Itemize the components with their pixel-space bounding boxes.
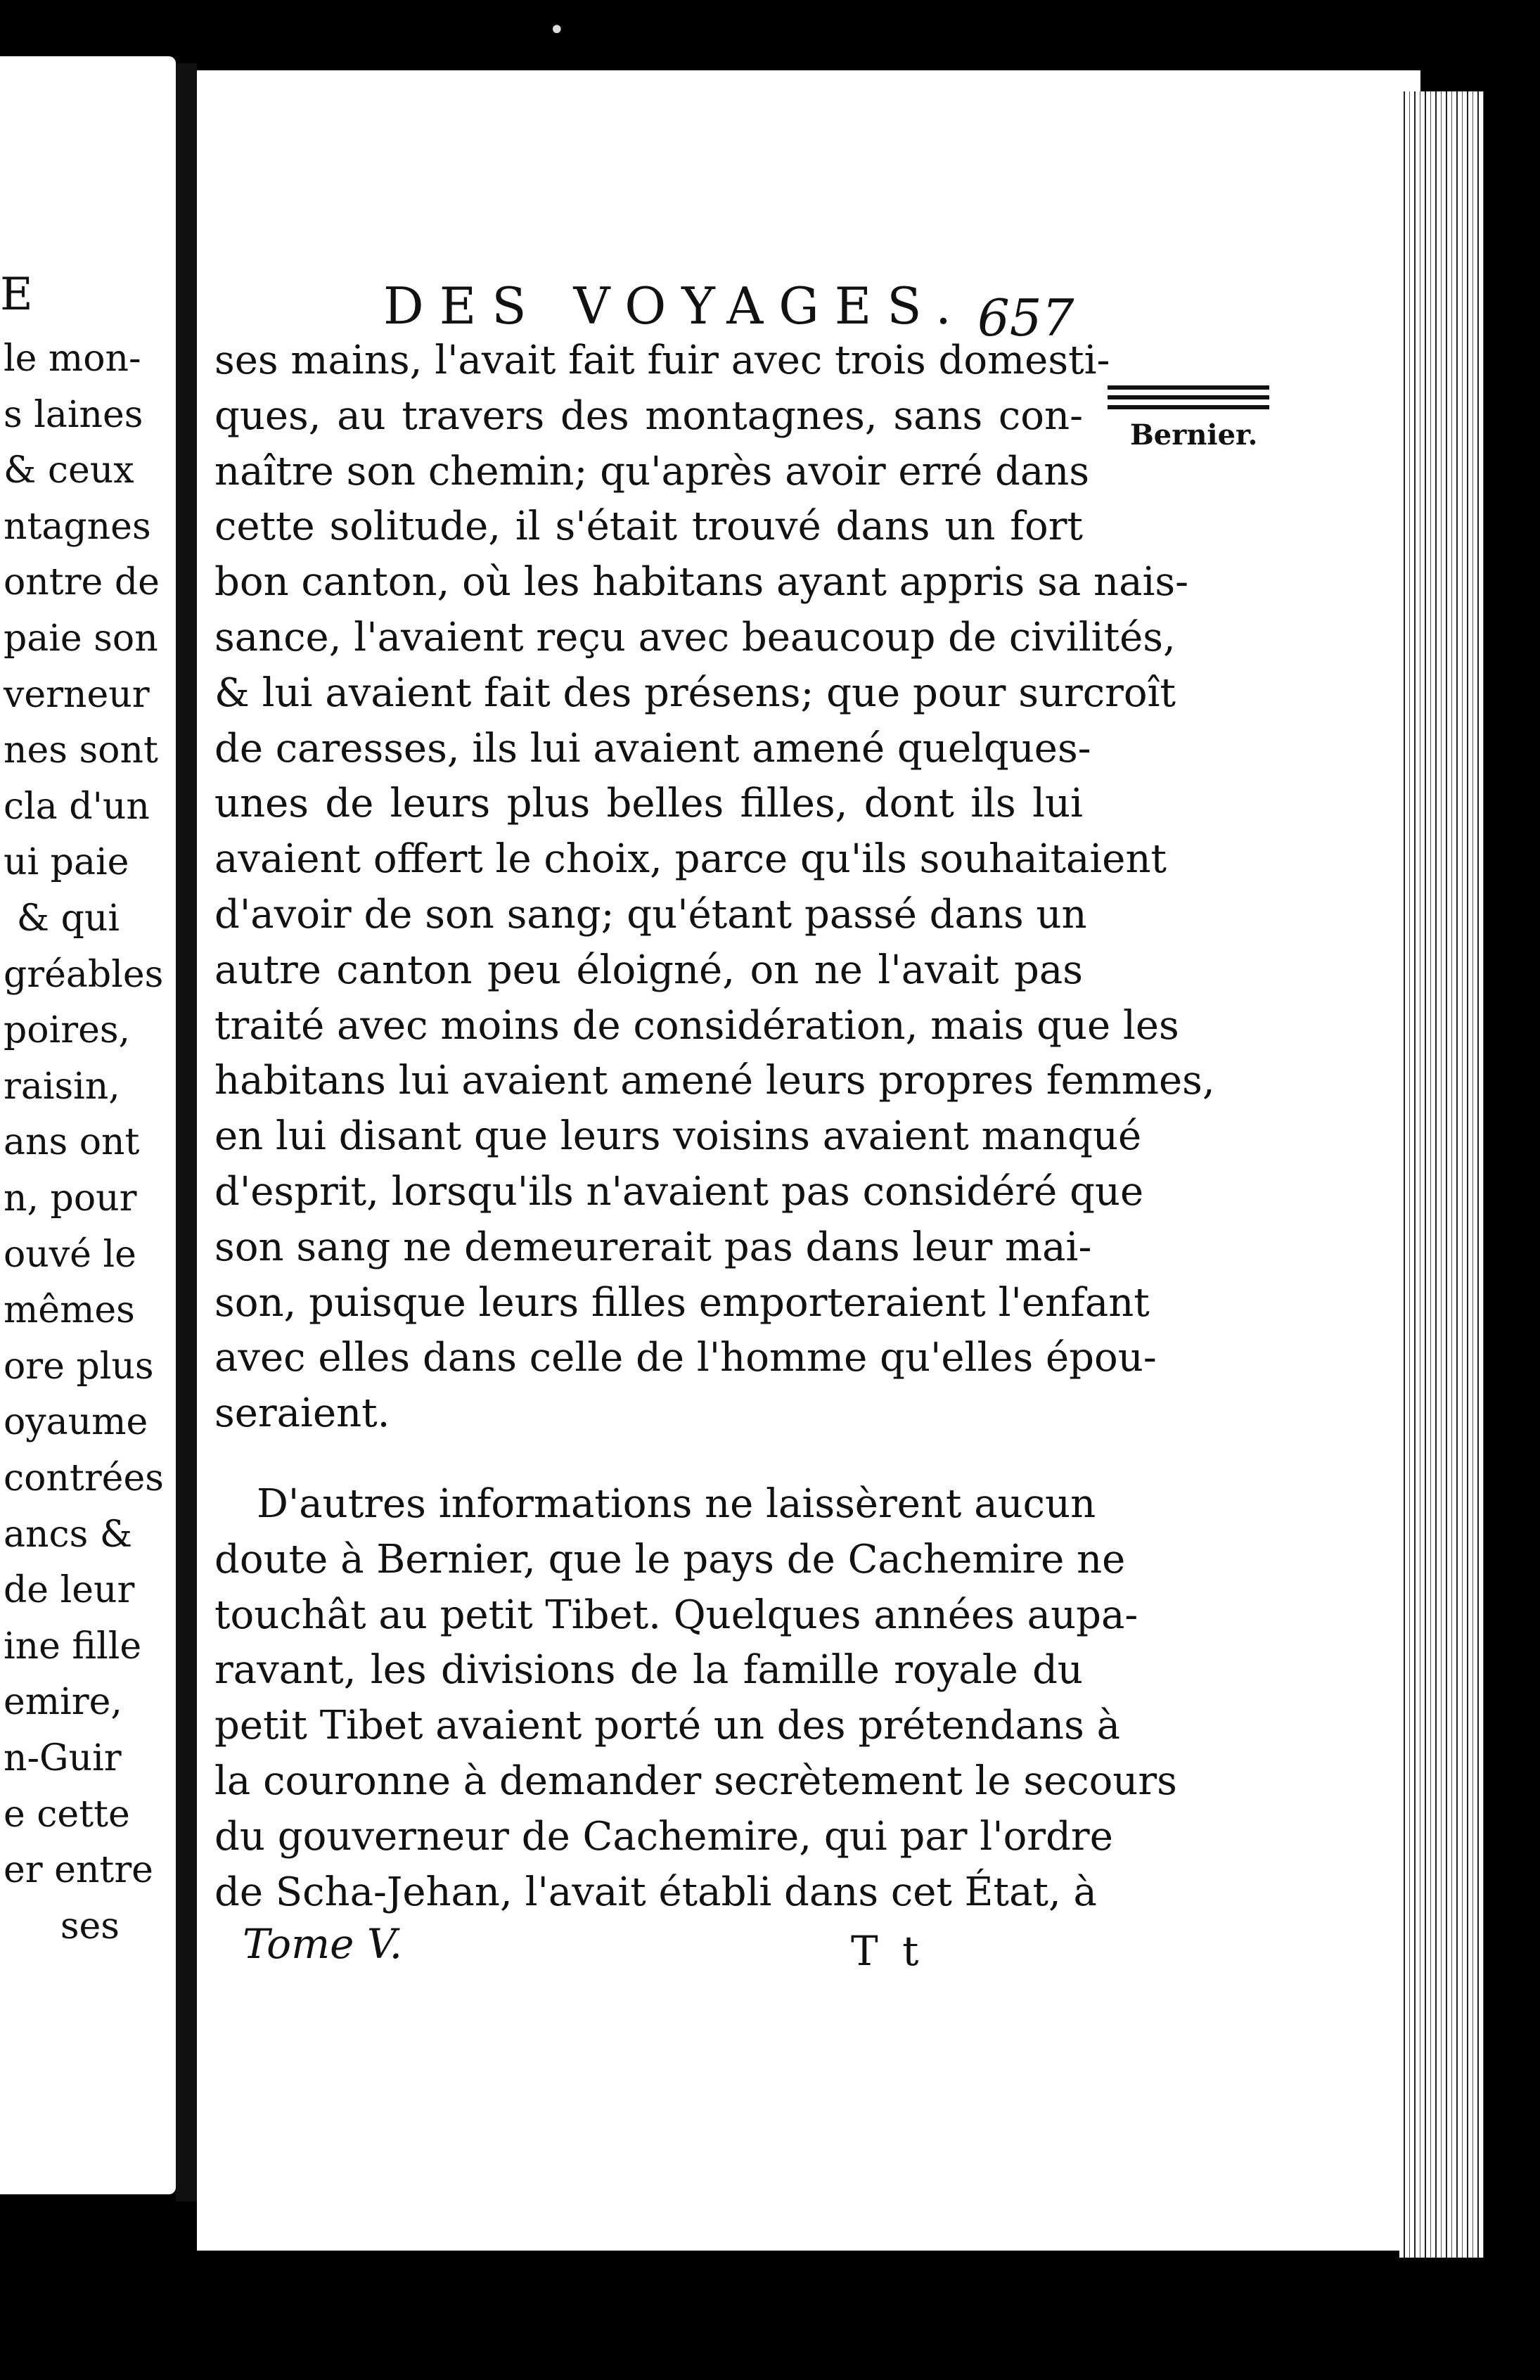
left-page-line: verneur [4, 673, 150, 716]
left-page-line: ans ont [4, 1121, 140, 1164]
body-line: petit Tibet avaient porté un des prétendans à [214, 1703, 1121, 1749]
body-line: avaient offert le choix, parce qu'ils souhaitaient [214, 836, 1167, 883]
body-line: d'esprit, lorsqu'ils n'avaient pas considéré que [214, 1169, 1144, 1215]
body-line: du gouverneur de Cachemire, qui par l'ordre [214, 1813, 1113, 1860]
book-gutter [176, 63, 197, 2201]
body-line: ses mains, l'avait fait fuir avec trois domesti- [214, 338, 1110, 383]
left-page-line: gréables [4, 953, 164, 996]
body-line: seraient. [214, 1390, 390, 1437]
body-line: en lui disant que leurs voisins avaient manqué [214, 1113, 1142, 1160]
left-page-line: ontre de [4, 561, 160, 604]
marginal-rule [1108, 395, 1269, 399]
body-line: la couronne à demander secrètement le secours [214, 1758, 1177, 1804]
body-line: & lui avaient fait des présens; que pour surcroît [214, 670, 1176, 716]
body-line: d'avoir de son sang; qu'étant passé dans un [214, 892, 1087, 938]
left-page-line: le mon- [4, 338, 141, 380]
body-line: doute à Bernier, que le pays de Cachemire ne [214, 1536, 1126, 1582]
body-line: son, puisque leurs filles emporteraient l'enfant [214, 1279, 1150, 1326]
left-page-line: & qui [16, 897, 120, 940]
body-line: cette solitude, il s'était trouvé dans un fort [214, 504, 1083, 550]
left-page-top-glyph: E [0, 269, 33, 321]
left-page-line: n, pour [4, 1177, 137, 1220]
left-page-line: ore plus [4, 1345, 154, 1388]
left-page-line: paie son [4, 618, 158, 660]
left-page-line: n-Guir [4, 1737, 122, 1779]
left-page-line: nes sont [4, 729, 158, 772]
signature-mark: T t [851, 1927, 925, 1975]
body-line: traité avec moins de considération, mais que les [214, 1002, 1179, 1049]
marginal-rule [1108, 385, 1269, 390]
page-number: 657 [977, 288, 1074, 347]
marginal-rule [1108, 405, 1269, 409]
body-line: son sang ne demeurerait pas dans leur mai- [214, 1224, 1092, 1270]
body-line: ravant, les divisions de la famille royale du [214, 1647, 1083, 1694]
body-line: touchât au petit Tibet. Quelques années aupa- [214, 1592, 1138, 1638]
left-page-line: poires, [4, 1009, 131, 1052]
left-page-line: ancs & [4, 1513, 133, 1556]
left-page-line: contrées [4, 1457, 164, 1499]
left-page-line: raisin, [4, 1065, 120, 1108]
left-page-line: de leur [4, 1569, 135, 1612]
page-edges [1399, 91, 1484, 2258]
body-line: habitans lui avaient amené leurs propres femmes, [214, 1058, 1215, 1104]
body-line: avec elles dans celle de l'homme qu'elles épou- [214, 1335, 1157, 1381]
body-line: unes de leurs plus belles filles, dont ils lui [214, 781, 1083, 827]
left-page-line: ses [60, 1905, 120, 1947]
left-page-line: er entre [4, 1849, 153, 1892]
left-page-line: s laines [4, 393, 143, 436]
left-page-line: ine fille [4, 1625, 142, 1668]
left-page-line: & ceux [4, 449, 134, 492]
body-line: bon canton, où les habitans ayant appris sa nais- [214, 559, 1189, 606]
left-page-line: ouvé le [4, 1233, 136, 1276]
running-title: DES VOYAGES. [383, 276, 967, 335]
left-page-line: ui paie [4, 841, 129, 884]
body-line: naître son chemin; qu'après avoir erré dans [214, 448, 1090, 494]
body-line: sance, l'avaient reçu avec beaucoup de civilités, [214, 615, 1176, 660]
left-page-line: emire, [4, 1681, 122, 1724]
left-page-line: mêmes [4, 1289, 135, 1332]
scan-speck: • [548, 14, 565, 46]
body-line: D'autres informations ne laissèrent aucun [257, 1481, 1096, 1527]
left-page-line: cla d'un [4, 785, 150, 828]
left-page-line: ntagnes [4, 505, 151, 548]
body-line: de caresses, ils lui avaient amené quelques- [214, 725, 1091, 772]
left-page-line: e cette [4, 1793, 130, 1836]
left-page-line: oyaume [4, 1401, 148, 1444]
marginal-note: Bernier. [1130, 418, 1258, 452]
volume-label: Tome V. [243, 1920, 403, 1968]
body-line: autre canton peu éloigné, on ne l'avait pas [214, 947, 1083, 993]
body-line: ques, au travers des montagnes, sans con- [214, 392, 1083, 439]
body-line: de Scha-Jehan, l'avait établi dans cet État, à [214, 1869, 1097, 1915]
